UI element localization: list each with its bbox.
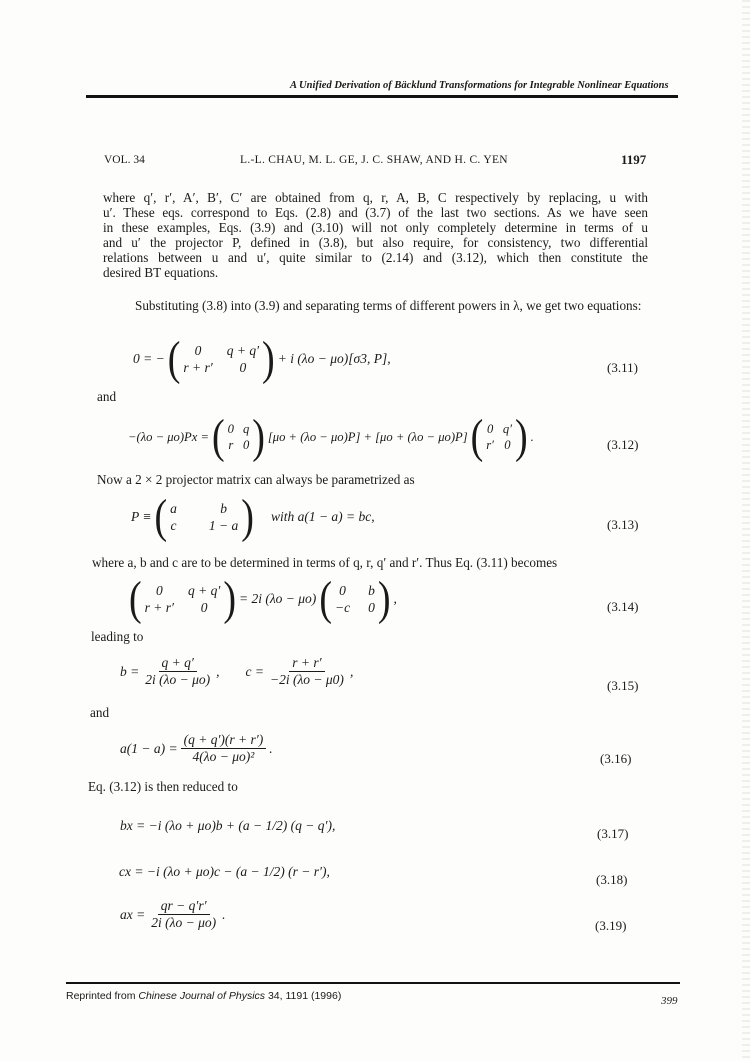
matrix-cell: r + r′ (183, 359, 213, 375)
equation-number-3-14: (3.14) (607, 599, 639, 614)
footer-rule (66, 982, 680, 984)
fraction-numerator: qr − q′r′ (158, 898, 210, 915)
fraction-denominator: 2i (λo − μo) (151, 915, 217, 930)
fraction-denominator: 2i (λo − μo) (145, 672, 211, 687)
fraction-numerator: (q + q′)(r + r′) (181, 732, 267, 749)
equation-number-3-17: (3.17) (597, 826, 629, 841)
eq312-end: . (530, 429, 534, 444)
equation-number-3-11: (3.11) (607, 360, 638, 375)
reprint-footer (66, 990, 341, 1002)
paragraph-1-line: in these examples, Eqs. (3.9) and (3.10) will not only completely determine in terms of u (103, 220, 648, 235)
equation-number-3-18: (3.18) (596, 872, 628, 887)
matrix-cell: 0 (200, 599, 208, 615)
fraction-numerator: q + q′ (159, 655, 197, 672)
matrix-cell: b (368, 582, 375, 598)
eq312-middle: [μo + (λo − μo)P] + [μo + (λo − μo)P] (267, 429, 468, 444)
eq314-matrix-1: ( 0 q + q′ r + r′ 0 ) (129, 572, 236, 626)
text-reduced: Eq. (3.12) is then reduced to (88, 779, 238, 794)
running-title: A Unified Derivation of Bäcklund Transformations for Integrable Nonlinear Equations (290, 80, 669, 91)
text-where-abc: where a, b and c are to be determined in terms of q, r, q′ and r′. Thus Eq. (3.11) becomes (92, 555, 558, 570)
eq315-c-lhs: c = (245, 663, 264, 679)
eq313-matrix: ( a b c 1 − a ) (154, 490, 254, 544)
eq313-rhs: with a(1 − a) = bc, (270, 509, 375, 524)
equation-3-13 (131, 490, 375, 544)
text-leading-to: leading to (91, 629, 144, 644)
matrix-cell: 1 − a (208, 517, 239, 533)
matrix-cell: c (170, 517, 177, 533)
eq314-middle: = 2i (λo − μo) (238, 591, 317, 606)
equation-3-11 (133, 332, 391, 386)
text-now-parametrized: Now a 2 × 2 projector matrix can always be parametrized as (97, 472, 415, 487)
matrix-cell: b (220, 500, 227, 516)
authors-header: L.-L. CHAU, M. L. GE, J. C. SHAW, AND H. C. YEN (240, 154, 508, 166)
paragraph-1-line: where q′, r′, A′, B′, C′ are obtained from q, r, A, B, C respectively by replacing, u with (103, 190, 648, 205)
eq311-lhs: 0 = − (133, 351, 165, 366)
paragraph-1 (103, 190, 648, 280)
fraction-denominator: −2i (λo − μ0) (269, 672, 344, 687)
matrix-cell: −c (334, 599, 351, 615)
eq313-lhs: P ≡ (131, 509, 152, 524)
matrix-cell: r′ (486, 437, 494, 452)
paragraph-1-line: and u′ the projector P, defined in (3.8), but also require, for consistency, two differential (103, 235, 648, 250)
footer-journal: Chinese Journal of Physics (138, 990, 266, 1002)
matrix-cell: 0 (227, 421, 234, 436)
matrix-cell: 0 (239, 359, 247, 375)
eq316-end: . (269, 740, 273, 756)
equation-3-14 (126, 572, 397, 626)
equation-3-18: cx = −i (λo + μo)c − (a − 1/2) (r − r′), (119, 864, 330, 879)
matrix-cell: 0 (339, 582, 346, 598)
matrix-cell: a (170, 500, 177, 516)
text-and-1: and (97, 389, 117, 404)
equation-3-19 (120, 898, 225, 931)
equation-3-15: b = $\frac{q + q'}{2i (\lambda o - \mu o)}$ , c = $\frac{r + r'}{-2i (\lambda o - \mu 0)}$ , (120, 655, 354, 687)
matrix-cell: 0 (486, 421, 494, 436)
eq315-b-fraction (142, 655, 213, 688)
eq315-b-lhs: b = (120, 663, 140, 679)
page-number-header: 1197 (621, 152, 647, 167)
footer-suffix: 34, 1191 (1996) (265, 990, 342, 1002)
equation-number-3-12: (3.12) (607, 437, 639, 452)
equation-number-3-16: (3.16) (600, 751, 632, 766)
eq311-rhs: + i (λo − μo)[σ3, P], (277, 351, 391, 366)
paragraph-1-line: u′. These eqs. correspond to Eqs. (2.8) and (3.7) of the last two sections. As we have seen (103, 205, 648, 220)
equation-number-3-19: (3.19) (595, 918, 627, 933)
equation-3-12 (128, 410, 534, 464)
eq319-lhs: ax = (120, 906, 146, 922)
paragraph-1-line: relations between u and u′, quite similar to (2.14) and (3.12), which then constitute the (103, 250, 648, 265)
eq314-end: , (393, 591, 397, 606)
equation-number-3-13: (3.13) (607, 517, 639, 532)
eq319-end: . (222, 906, 226, 922)
eq314-matrix-2: ( 0 b −c 0 ) (319, 572, 391, 626)
text-and-2: and (90, 705, 110, 720)
matrix-cell: 0 (155, 582, 163, 598)
eq312-matrix-1: ( 0 q r 0 ) (211, 410, 265, 464)
matrix-cell: r + r′ (144, 599, 174, 615)
eq312-matrix-2: ( 0 q′ r′ 0 ) (470, 410, 528, 464)
eq319-fraction (148, 898, 219, 931)
volume-label: VOL. 34 (104, 154, 145, 166)
equation-3-16 (120, 732, 273, 765)
eq311-matrix: ( 0 q + q′ r + r′ 0 ) (167, 332, 275, 386)
header-rule (86, 95, 678, 98)
paragraph-2: Substituting (3.8) into (3.9) and separating terms of different powers in λ, we get two equations: (135, 298, 642, 313)
matrix-cell: 0 (504, 437, 511, 452)
matrix-cell: q′ (502, 421, 512, 436)
matrix-cell: q + q′ (187, 582, 221, 598)
fraction-denominator: 4(λo − μo)² (192, 749, 255, 764)
matrix-cell: r (228, 437, 234, 452)
page-number-footer: 399 (661, 995, 678, 1007)
eq316-lhs: a(1 − a) = (120, 740, 178, 756)
matrix-cell: q + q′ (226, 342, 260, 358)
matrix-cell: q (242, 421, 250, 436)
matrix-cell: 0 (242, 437, 250, 452)
fraction-numerator: r + r′ (289, 655, 324, 672)
eq312-lhs: −(λo − μo)Px = (128, 429, 209, 444)
footer-prefix: Reprinted from (66, 990, 139, 1002)
equation-3-17: bx = −i (λo + μo)b + (a − 1/2) (q − q′), (120, 818, 336, 833)
scan-edge (742, 0, 750, 1061)
matrix-cell: 0 (368, 599, 375, 615)
matrix-cell: 0 (194, 342, 202, 358)
equation-number-3-15: (3.15) (607, 678, 639, 693)
paragraph-1-line: desired BT equations. (103, 265, 219, 280)
eq315-c-fraction (267, 655, 347, 688)
eq316-fraction (181, 732, 267, 765)
